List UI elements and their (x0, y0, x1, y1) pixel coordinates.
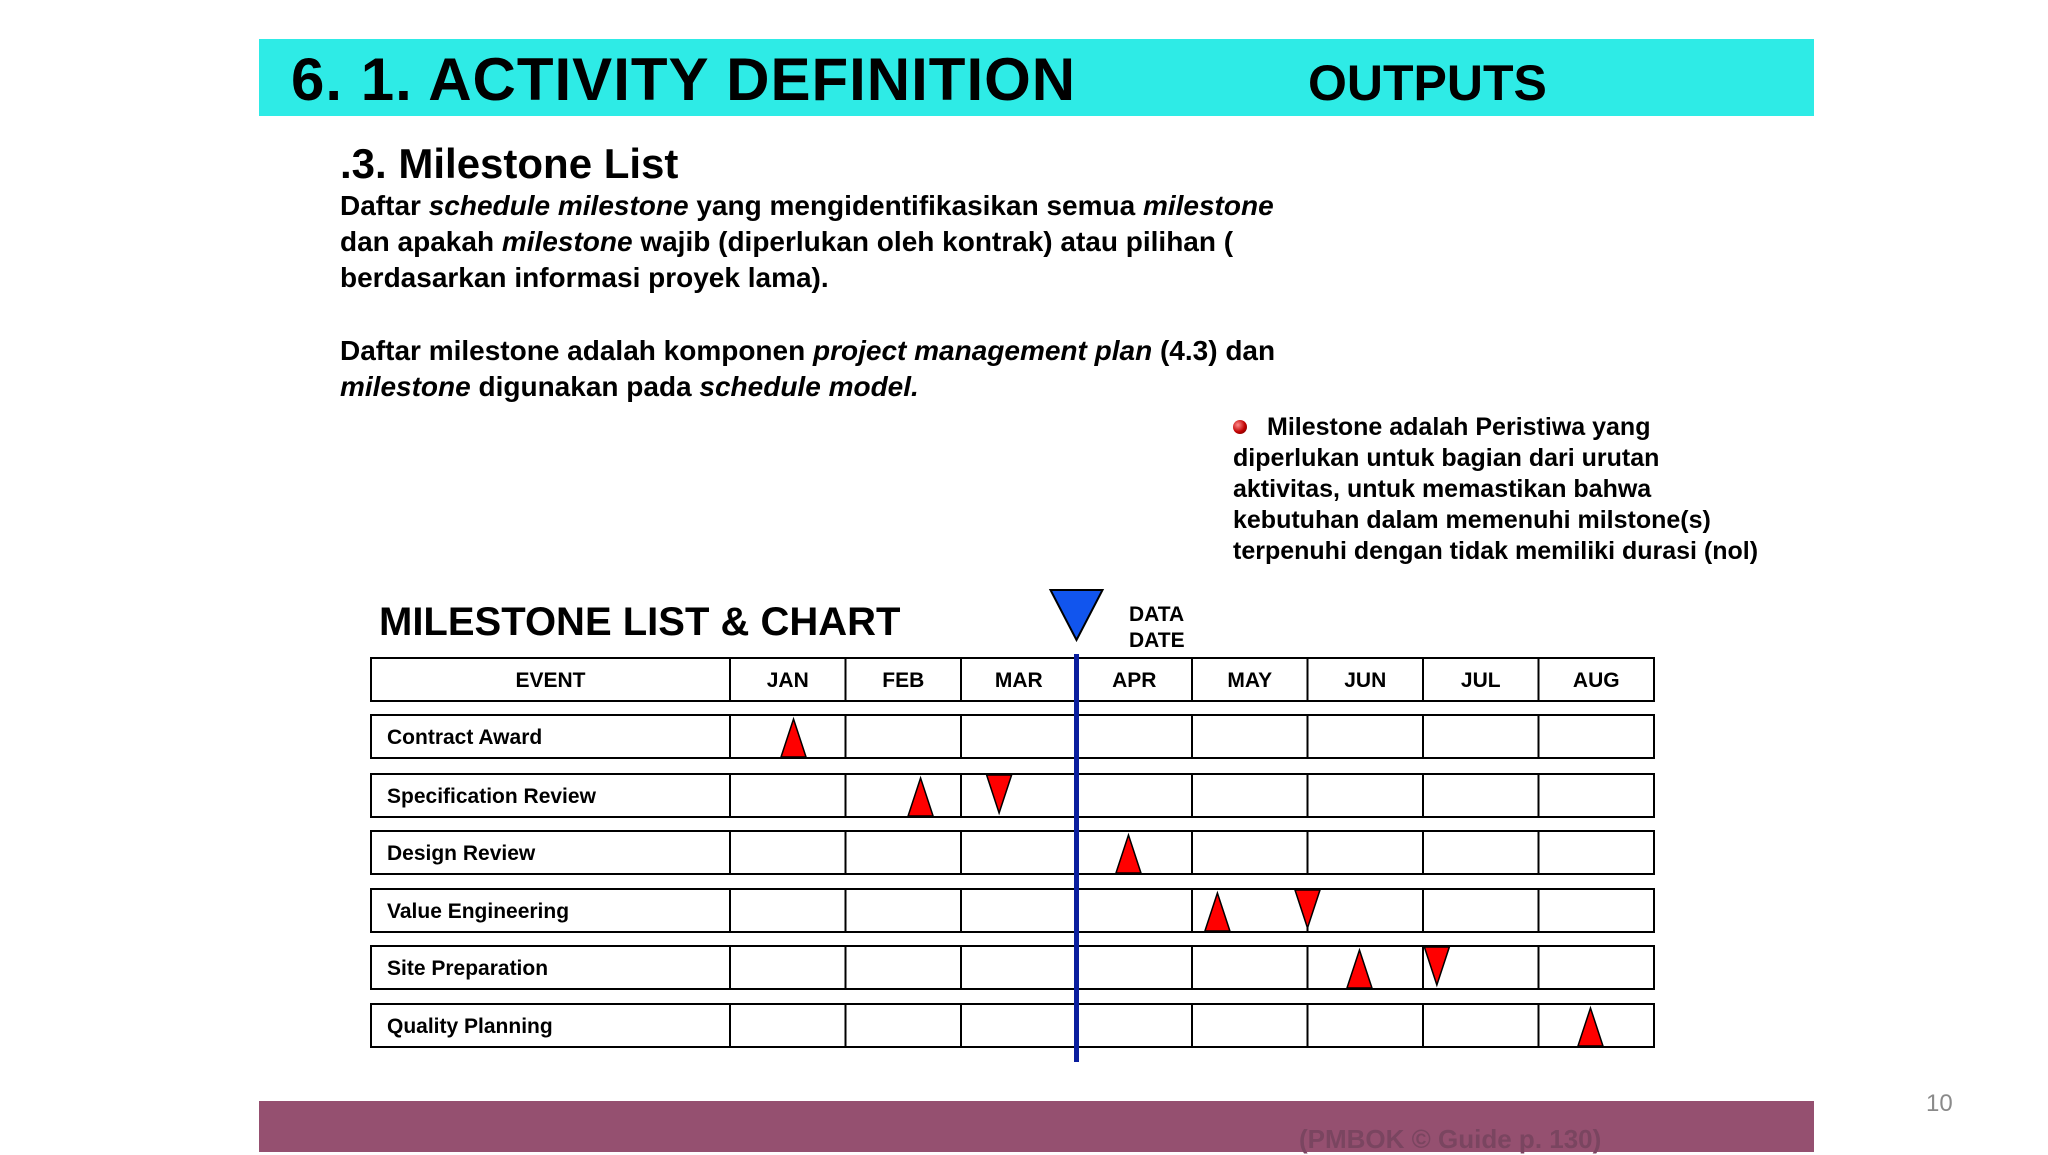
event-label-site-preparation: Site Preparation (387, 957, 549, 980)
paragraph-2-line-1: Daftar milestone adalah komponen project management plan (4.3) dan (340, 335, 1276, 366)
paragraph-1-line-2: dan apakah milestone wajib (diperlukan oleh kontrak) atau pilihan ( (340, 226, 1234, 257)
note-line-1: Milestone adalah Peristiwa yang (1233, 412, 1758, 443)
row-design-review-box (371, 831, 1654, 874)
event-label-specification-review: Specification Review (387, 785, 596, 808)
event-label-contract-award: Contract Award (387, 726, 543, 749)
row-contract-award-box (371, 715, 1654, 758)
month-header-mar: MAR (994, 669, 1043, 692)
section-title: .3. Milestone List (340, 140, 679, 187)
outputs-label: OUTPUTS (1308, 55, 1547, 111)
chart-title: MILESTONE LIST & CHART (379, 600, 901, 644)
footer-bar (259, 1101, 1814, 1152)
event-label-design-review: Design Review (387, 842, 536, 865)
event-column-header: EVENT (515, 669, 586, 692)
data-date-marker (1051, 590, 1103, 640)
row-site-preparation-box (371, 946, 1654, 989)
note-line-3: aktivitas, untuk memastikan bahwa (1233, 475, 1652, 503)
footer-reference: (PMBOK © Guide p. 130) (1299, 1124, 1602, 1154)
paragraph-1-line-1: Daftar schedule milestone yang mengidentifikasikan semua milestone (340, 190, 1274, 221)
paragraph-1-line-3: berdasarkan informasi proyek lama). (340, 262, 829, 293)
paragraph-2-line-2: milestone digunakan pada schedule model. (340, 371, 919, 402)
note-line-4: kebutuhan dalam memenuhi milstone(s) (1233, 506, 1711, 534)
month-header-jun: JUN (1344, 669, 1387, 692)
month-header-jan: JAN (766, 669, 809, 692)
event-label-value-engineering: Value Engineering (387, 900, 570, 923)
note-line-2: diperlukan untuk bagian dari urutan (1233, 444, 1660, 472)
month-header-feb: FEB (882, 669, 925, 692)
month-header-aug: AUG (1572, 669, 1620, 692)
row-quality-planning-box (371, 1004, 1654, 1047)
month-header-apr: APR (1112, 669, 1157, 692)
slide-title: 6. 1. ACTIVITY DEFINITION (291, 46, 1077, 113)
month-header-jul: JUL (1460, 669, 1501, 692)
note-line-5: terpenuhi dengan tidak memiliki durasi (nol) (1233, 537, 1759, 565)
data-date-label: DATA DATE (1129, 603, 1185, 652)
month-header-may: MAY (1227, 669, 1273, 692)
page-number: 10 (1926, 1090, 1953, 1117)
event-label-quality-planning: Quality Planning (387, 1015, 553, 1038)
